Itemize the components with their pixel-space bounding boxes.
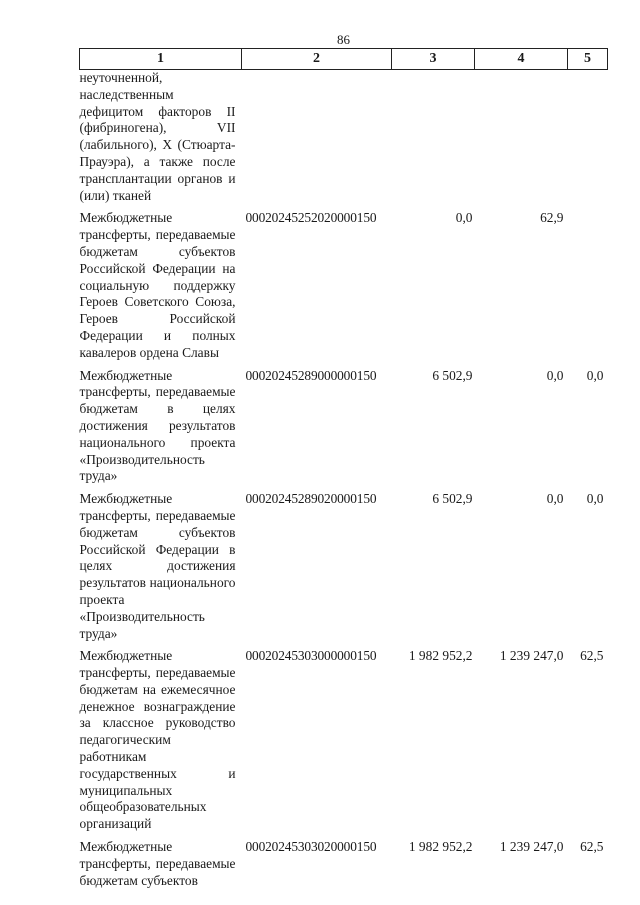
row-value-3 (392, 70, 475, 205)
table-row (80, 485, 608, 642)
page-number: 86 (337, 32, 350, 47)
row-name: неуточненной, наследственным дефицитом факторов II (фибриногена), VII (лабильного), X (Стюарта-Прауэра), а также после трансплантации органов и (или) тканей (79, 70, 236, 203)
row-value-3: 1 982 952,2 (408, 839, 473, 855)
row-value-4: 0,0 (546, 491, 564, 507)
row-name: Межбюджетные трансферты, передаваемые бюджетам в целях достижения результатов национального проекта «Производительность труда» (79, 367, 236, 484)
row-code: 00020245289000000150 (245, 367, 377, 383)
row-value-4: 0,0 (546, 367, 564, 383)
column-header-5: 5 (568, 49, 608, 70)
row-name: Межбюджетные трансферты, передаваемые бюджетам субъектов Российской Федерации в целях достижения результатов национального проекта «Производительность труда» (79, 491, 236, 641)
row-value-4 (475, 70, 568, 205)
column-header-2: 2 (242, 49, 392, 70)
column-header-1: 1 (80, 49, 242, 70)
column-header-3: 3 (392, 49, 475, 70)
table-header-row (80, 49, 608, 70)
row-value-3: 0,0 (455, 210, 473, 226)
row-code (242, 70, 392, 205)
row-value-3: 6 502,9 (432, 367, 473, 383)
row-code: 00020245252020000150 (245, 210, 377, 226)
row-value-3: 6 502,9 (432, 491, 473, 507)
row-name: Межбюджетные трансферты, передаваемые бюджетам на ежемесячное денежное вознаграждение за классное руководство педагогическим работникам государственных и муниципальных общеобразовательных организаций (79, 648, 236, 832)
row-value-5 (568, 204, 608, 361)
row-value-3: 1 982 952,2 (408, 648, 473, 664)
row-name: Межбюджетные трансферты, передаваемые бюджетам субъектов (79, 839, 236, 888)
row-value-4: 1 239 247,0 (499, 839, 564, 855)
table-row (80, 642, 608, 833)
table-row (80, 833, 608, 889)
row-value-4: 62,9 (540, 210, 564, 226)
row-value-5: 62,5 (580, 648, 604, 664)
table-row (80, 204, 608, 361)
table-row (80, 362, 608, 486)
row-code: 00020245303020000150 (245, 839, 377, 855)
row-name: Межбюджетные трансферты, передаваемые бюджетам субъектов Российской Федерации на социальную поддержку Героев Советского Союза, Героев Российской Федерации и полных кавалеров ордена Славы (79, 210, 236, 360)
table-row (80, 70, 608, 205)
row-value-5: 0,0 (586, 491, 604, 507)
row-value-5 (568, 70, 608, 205)
row-value-5: 62,5 (580, 839, 604, 855)
row-value-5: 0,0 (586, 367, 604, 383)
budget-table (79, 48, 608, 889)
row-code: 00020245303000000150 (245, 648, 377, 664)
row-code: 00020245289020000150 (245, 491, 377, 507)
row-value-4: 1 239 247,0 (499, 648, 564, 664)
column-header-4: 4 (475, 49, 568, 70)
